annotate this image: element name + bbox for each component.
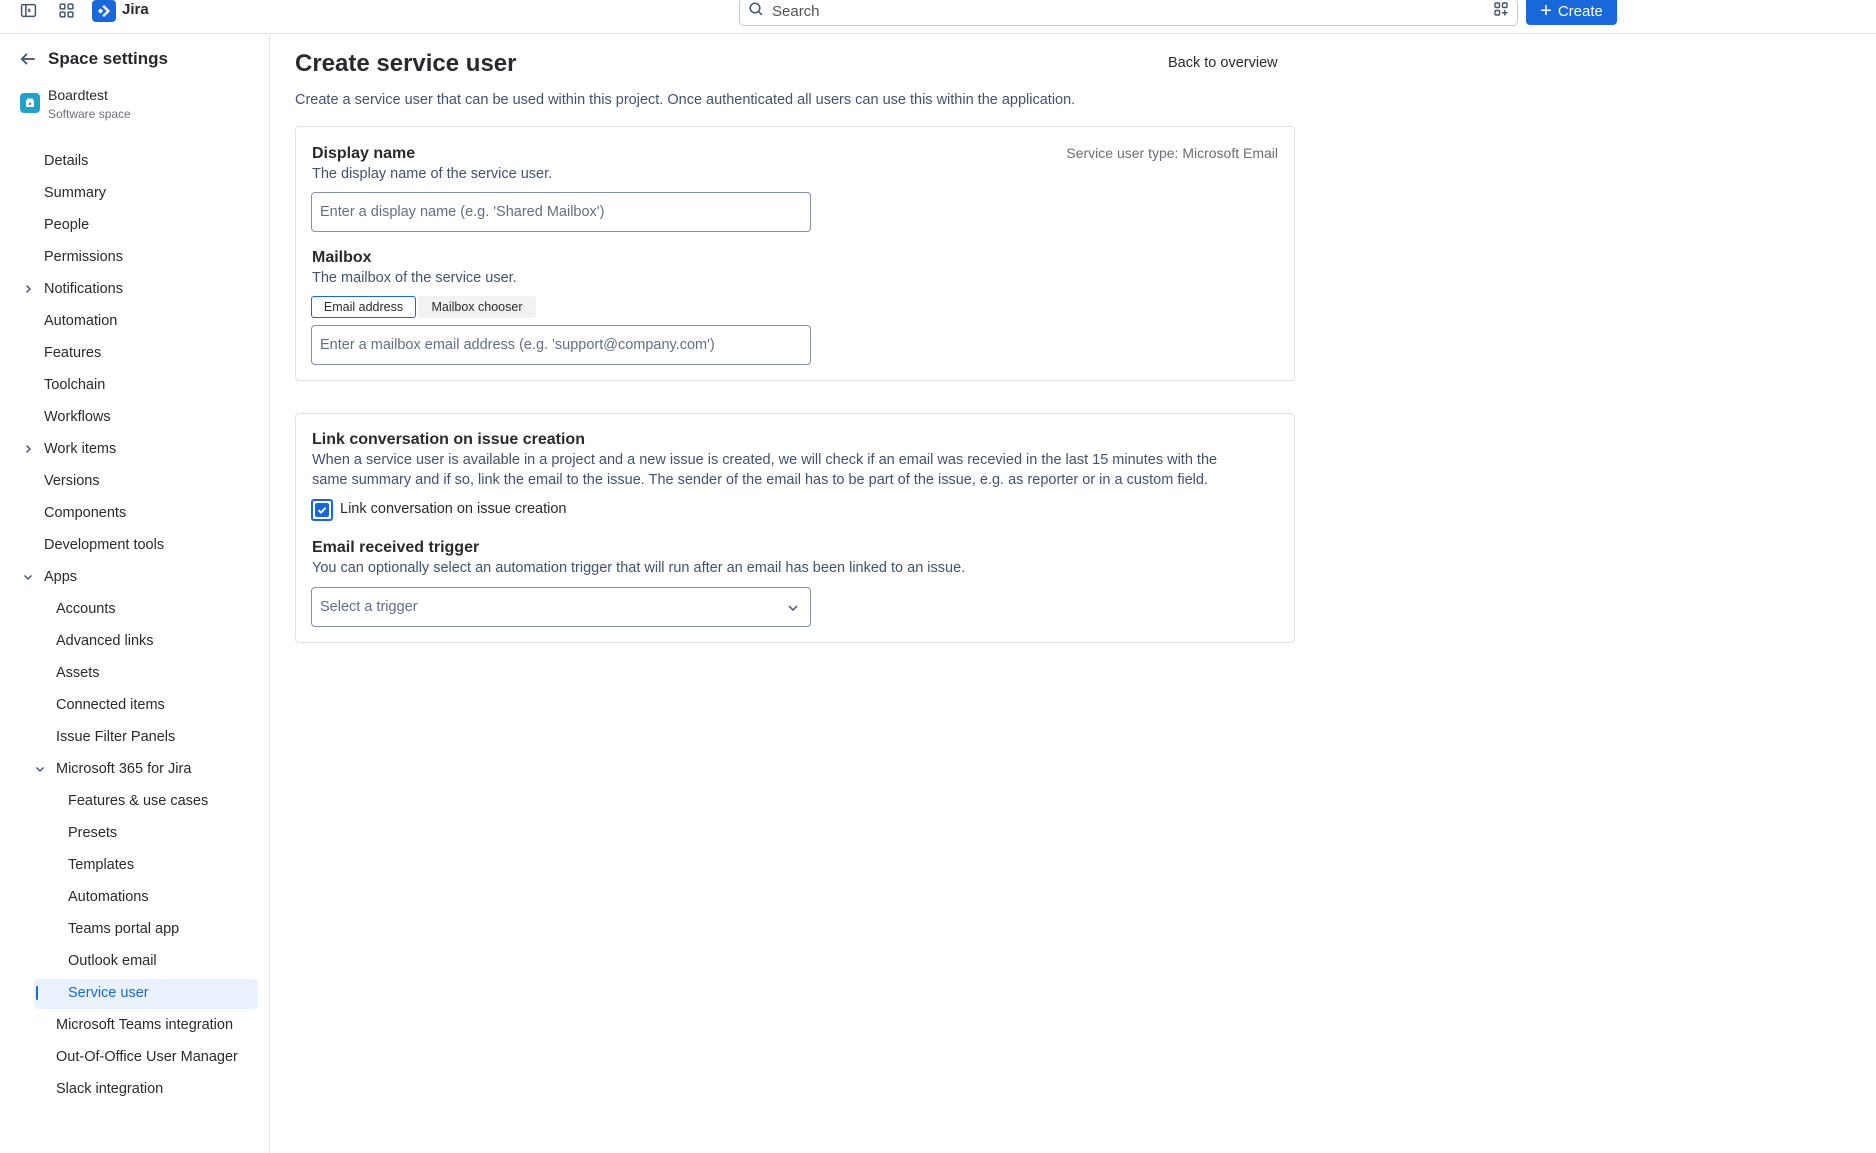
- sidebar-title: Space settings: [48, 49, 168, 68]
- app-switcher-icon[interactable]: [54, 0, 78, 20]
- display-name-label: Display name: [312, 145, 416, 162]
- sidebar-toggle-icon[interactable]: [16, 0, 40, 20]
- link-conversation-card: [295, 413, 1295, 643]
- sidebar-item-automations[interactable]: Automations: [68, 889, 149, 905]
- sidebar-item-toolchain[interactable]: Toolchain: [44, 377, 106, 393]
- sidebar-item-features-use-cases[interactable]: Features & use cases: [68, 793, 209, 809]
- service-user-details-card: [295, 126, 1295, 381]
- sidebar-item-service-user[interactable]: Service user: [68, 985, 149, 1001]
- trigger-select[interactable]: [311, 587, 811, 627]
- sidebar-item-microsoft-365-for-jira[interactable]: Microsoft 365 for Jira: [56, 761, 192, 777]
- sidebar-item-outlook-email[interactable]: Outlook email: [68, 953, 157, 969]
- service-user-type: Service user type: Microsoft Email: [1066, 145, 1278, 161]
- tab-email-address[interactable]: Email address: [311, 296, 416, 318]
- checkmark-icon: [316, 504, 328, 516]
- create-button[interactable]: [1526, 0, 1617, 25]
- sidebar-item-slack-integration[interactable]: Slack integration: [56, 1081, 164, 1097]
- chevron-right-icon[interactable]: [21, 282, 35, 296]
- display-name-input[interactable]: [311, 192, 811, 232]
- chevron-down-icon[interactable]: [33, 762, 47, 776]
- sidebar-item-summary[interactable]: Summary: [44, 185, 107, 201]
- trigger-select-placeholder: Select a trigger: [320, 599, 418, 615]
- mailbox-email-input[interactable]: [311, 325, 811, 365]
- sidebar-item-components[interactable]: Components: [44, 505, 127, 521]
- sidebar-item-microsoft-teams-integration[interactable]: Microsoft Teams integration: [56, 1017, 234, 1033]
- chevron-down-icon[interactable]: [21, 570, 35, 584]
- link-conversation-title: Link conversation on issue creation: [312, 431, 585, 448]
- ai-sparkle-icon[interactable]: [1493, 1, 1509, 22]
- sidebar-item-work-items[interactable]: Work items: [44, 441, 117, 457]
- mailbox-label: Mailbox: [312, 249, 372, 266]
- sidebar-item-versions[interactable]: Versions: [44, 473, 100, 489]
- sidebar: [0, 35, 270, 1153]
- sidebar-item-development-tools[interactable]: Development tools: [44, 537, 165, 553]
- sidebar-item-features[interactable]: Features: [44, 345, 102, 361]
- sidebar-item-templates[interactable]: Templates: [68, 857, 135, 873]
- tab-mailbox-chooser[interactable]: Mailbox chooser: [418, 296, 536, 318]
- page-description: Create a service user that can be used within this project. Once authenticated all users can use this within the application.: [295, 92, 1076, 108]
- app-name[interactable]: Jira: [122, 1, 149, 18]
- sidebar-item-assets[interactable]: Assets: [56, 665, 100, 681]
- jira-logo-icon[interactable]: [92, 0, 116, 22]
- plus-icon: +: [1540, 0, 1552, 22]
- display-name-help: The display name of the service user.: [312, 166, 553, 182]
- back-to-overview-link[interactable]: Back to overview: [1168, 55, 1278, 71]
- space-type: Software space: [48, 107, 131, 121]
- space-name[interactable]: Boardtest: [48, 87, 108, 103]
- sidebar-item-teams-portal-app[interactable]: Teams portal app: [68, 921, 180, 937]
- search-icon: [748, 1, 764, 22]
- sidebar-item-apps[interactable]: Apps: [44, 569, 78, 585]
- link-conversation-help-line2: same summary and if so, link the email to the issue. The sender of the email has to be part of the issue, e.g. as reporter or in a custom field.: [312, 472, 1208, 488]
- sidebar-item-advanced-links[interactable]: Advanced links: [56, 633, 154, 649]
- sidebar-item-accounts[interactable]: Accounts: [56, 601, 116, 617]
- sidebar-item-people[interactable]: People: [44, 217, 90, 233]
- sidebar-item-permissions[interactable]: Permissions: [44, 249, 123, 265]
- chevron-down-icon: [786, 601, 800, 615]
- email-received-trigger-label: Email received trigger: [312, 539, 480, 556]
- back-arrow-icon[interactable]: [18, 49, 38, 69]
- space-avatar-icon: [20, 93, 40, 113]
- sidebar-item-presets[interactable]: Presets: [68, 825, 118, 841]
- sidebar-item-automation[interactable]: Automation: [44, 313, 118, 329]
- search-box[interactable]: [739, 0, 1518, 26]
- link-conversation-checkbox-label[interactable]: Link conversation on issue creation: [340, 501, 567, 517]
- create-button-label: Create: [1557, 2, 1603, 20]
- page-title: Create service user: [295, 50, 517, 77]
- sidebar-item-details[interactable]: Details: [44, 153, 89, 169]
- mailbox-help: The mailbox of the service user.: [312, 270, 517, 286]
- sidebar-item-issue-filter-panels[interactable]: Issue Filter Panels: [56, 729, 176, 745]
- link-conversation-checkbox[interactable]: [311, 499, 333, 521]
- search-input[interactable]: [772, 1, 1472, 21]
- sidebar-item-connected-items[interactable]: Connected items: [56, 697, 165, 713]
- email-received-trigger-help: You can optionally select an automation trigger that will run after an email has been linked to an issue.: [312, 560, 966, 576]
- sidebar-item-out-of-office-user-manager[interactable]: Out-Of-Office User Manager: [56, 1049, 238, 1065]
- top-navigation-bar: [0, 0, 1876, 34]
- chevron-right-icon[interactable]: [21, 442, 35, 456]
- selected-item-indicator: [36, 986, 38, 1000]
- sidebar-item-workflows[interactable]: Workflows: [44, 409, 111, 425]
- link-conversation-help-line1: When a service user is available in a project and a new issue is created, we will check if an email was recevied in the last 15 minutes with the: [312, 452, 1218, 468]
- sidebar-item-notifications[interactable]: Notifications: [44, 281, 123, 297]
